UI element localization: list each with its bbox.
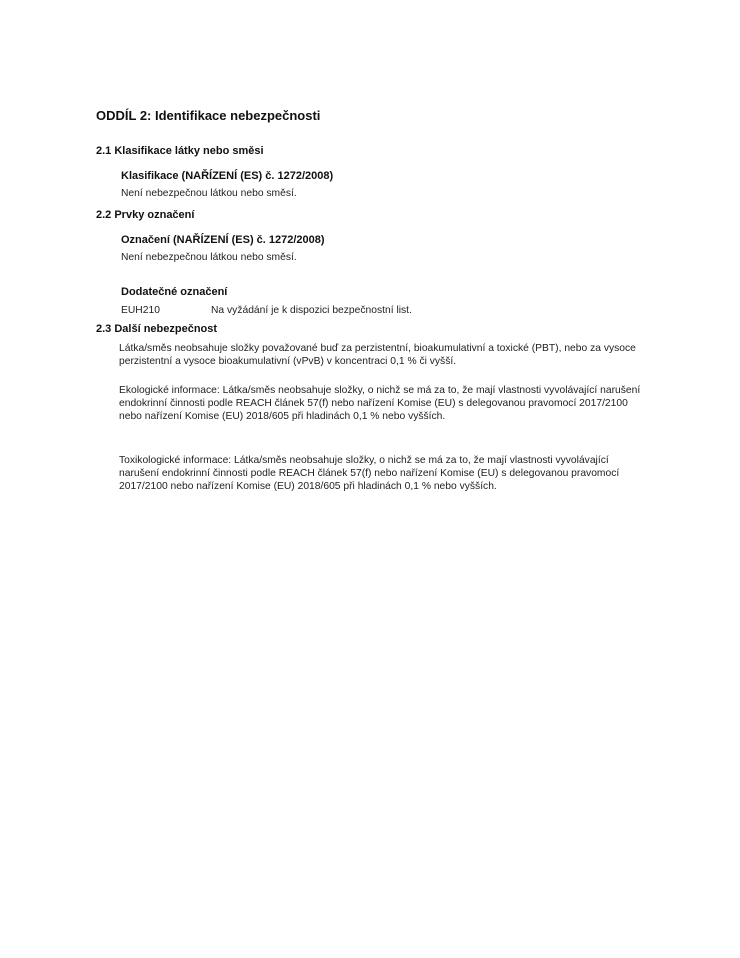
ecological-paragraph: Ekologické informace: Látka/směs neobsahuje složky, o nichž se má za to, že mají vlastnosti vyvolávající narušení endokrinní činnosti podle REACH článek 57(f) nebo nařízení Komise (EU) s delegovanou pravomocí 2017/2100 nebo nařízení Komise (EU) 2018/605 při hladinách 0,1 % nebo vyšších.: [119, 385, 641, 422]
supplemental-heading: Dodatečné označení: [121, 286, 228, 298]
labeling-text: Není nebezpečnou látkou nebo směsí.: [121, 252, 297, 263]
labeling-heading: Označení (NAŘÍZENÍ (ES) č. 1272/2008): [121, 234, 325, 246]
toxicological-paragraph: Toxikologické informace: Látka/směs neobsahuje složky, o nichž se má za to, že mají vlastnosti vyvolávající narušení endokrinní činnosti podle REACH článek 57(f) nebo nařízení Komise (EU) s delegovanou pravomocí 2017/2100 nebo nařízení Komise (EU) 2018/605 při hladinách 0,1 % nebo vyšších.: [119, 455, 620, 492]
heading-2-2: 2.2 Prvky označení: [96, 209, 195, 221]
section-title: ODDÍL 2: Identifikace nebezpečnosti: [96, 108, 321, 123]
heading-2-3: 2.3 Další nebezpečnost: [96, 323, 218, 335]
classification-heading: Klasifikace (NAŘÍZENÍ (ES) č. 1272/2008): [121, 170, 334, 182]
hazard-code: EUH210: [121, 305, 160, 316]
heading-2-1: 2.1 Klasifikace látky nebo směsi: [96, 145, 264, 157]
classification-text: Není nebezpečnou látkou nebo směsí.: [121, 188, 297, 199]
hazard-code-text: Na vyžádání je k dispozici bezpečnostní list.: [211, 305, 412, 316]
pbt-paragraph: Látka/směs neobsahuje složky považované buď za perzistentní, bioakumulativní a toxické (PBT), nebo za vysoce perzistentní a vysoce bioakumulativní (vPvB) v koncentraci 0,1 % či vyšší.: [119, 343, 636, 367]
